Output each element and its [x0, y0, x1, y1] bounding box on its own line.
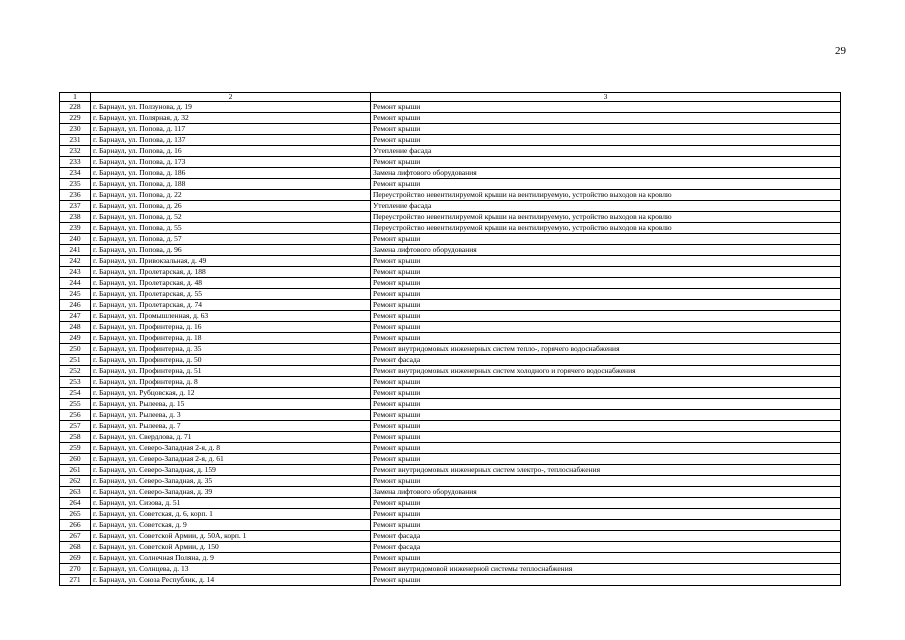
table-row [60, 135, 841, 146]
row-work-type: Ремонт фасада [371, 531, 841, 542]
row-work-type: Замена лифтового оборудования [371, 168, 841, 179]
row-work-type: Ремонт крыши [371, 388, 841, 399]
row-number: 249 [60, 333, 91, 344]
table-row [60, 256, 841, 267]
row-work-type: Ремонт крыши [371, 575, 841, 586]
row-number: 267 [60, 531, 91, 542]
row-address: г. Барнаул, ул. Пролетарская, д. 74 [91, 300, 371, 311]
row-number: 271 [60, 575, 91, 586]
row-address: г. Барнаул, ул. Пролетарская, д. 48 [91, 278, 371, 289]
row-address: г. Барнаул, ул. Солнечная Поляна, д. 9 [91, 553, 371, 564]
row-work-type: Ремонт крыши [371, 322, 841, 333]
table-row [60, 289, 841, 300]
row-number: 251 [60, 355, 91, 366]
row-work-type: Утепление фасада [371, 146, 841, 157]
table-row [60, 388, 841, 399]
row-number: 235 [60, 179, 91, 190]
row-number: 258 [60, 432, 91, 443]
row-address: г. Барнаул, ул. Пролетарская, д. 55 [91, 289, 371, 300]
row-number: 253 [60, 377, 91, 388]
row-number: 255 [60, 399, 91, 410]
row-address: г. Барнаул, ул. Попова, д. 52 [91, 212, 371, 223]
header-col-3: 3 [371, 93, 841, 102]
row-work-type: Утепление фасада [371, 201, 841, 212]
table-row [60, 278, 841, 289]
row-work-type: Ремонт крыши [371, 333, 841, 344]
row-address: г. Барнаул, ул. Попова, д. 57 [91, 234, 371, 245]
row-address: г. Барнаул, ул. Попова, д. 55 [91, 223, 371, 234]
table-row [60, 333, 841, 344]
table-row [60, 487, 841, 498]
row-work-type: Ремонт крыши [371, 102, 841, 113]
row-work-type: Ремонт крыши [371, 421, 841, 432]
row-address: г. Барнаул, ул. Попова, д. 173 [91, 157, 371, 168]
row-work-type: Ремонт крыши [371, 476, 841, 487]
row-work-type: Ремонт крыши [371, 553, 841, 564]
table-row [60, 355, 841, 366]
table-row [60, 102, 841, 113]
row-address: г. Барнаул, ул. Свердлова, д. 71 [91, 432, 371, 443]
row-work-type: Замена лифтового оборудования [371, 487, 841, 498]
header-row [60, 93, 841, 102]
row-number: 252 [60, 366, 91, 377]
row-number: 228 [60, 102, 91, 113]
row-address: г. Барнаул, ул. Профинтерна, д. 50 [91, 355, 371, 366]
row-address: г. Барнаул, ул. Северо-Западная 2-я, д. 61 [91, 454, 371, 465]
row-work-type: Ремонт крыши [371, 135, 841, 146]
row-work-type: Ремонт фасада [371, 542, 841, 553]
row-address: г. Барнаул, ул. Профинтерна, д. 18 [91, 333, 371, 344]
row-work-type: Переустройство невентилируемой крыши на вентилируемую, устройство выходов на кровлю [371, 212, 841, 223]
row-address: г. Барнаул, ул. Северо-Западная, д. 35 [91, 476, 371, 487]
row-work-type: Переустройство невентилируемой крыши на вентилируемую, устройство выходов на кровлю [371, 223, 841, 234]
row-address: г. Барнаул, ул. Ползунова, д. 19 [91, 102, 371, 113]
row-number: 264 [60, 498, 91, 509]
row-number: 245 [60, 289, 91, 300]
table-row [60, 168, 841, 179]
row-address: г. Барнаул, ул. Солнцева, д. 13 [91, 564, 371, 575]
row-address: г. Барнаул, ул. Рылеева, д. 7 [91, 421, 371, 432]
row-number: 261 [60, 465, 91, 476]
table-row [60, 465, 841, 476]
row-work-type: Ремонт крыши [371, 509, 841, 520]
table-row [60, 443, 841, 454]
row-work-type: Ремонт крыши [371, 443, 841, 454]
row-work-type: Ремонт крыши [371, 113, 841, 124]
row-number: 269 [60, 553, 91, 564]
row-work-type: Ремонт крыши [371, 289, 841, 300]
row-number: 248 [60, 322, 91, 333]
table-row [60, 498, 841, 509]
row-number: 263 [60, 487, 91, 498]
row-number: 242 [60, 256, 91, 267]
row-address: г. Барнаул, ул. Попова, д. 188 [91, 179, 371, 190]
row-address: г. Барнаул, ул. Попова, д. 137 [91, 135, 371, 146]
row-number: 250 [60, 344, 91, 355]
row-address: г. Барнаул, ул. Попова, д. 96 [91, 245, 371, 256]
row-address: г. Барнаул, ул. Северо-Западная, д. 159 [91, 465, 371, 476]
row-number: 238 [60, 212, 91, 223]
table-row [60, 311, 841, 322]
row-work-type: Ремонт внутридомовых инженерных систем тепло-, горячего водоснабжения [371, 344, 841, 355]
row-number: 266 [60, 520, 91, 531]
row-address: г. Барнаул, ул. Рылеева, д. 15 [91, 399, 371, 410]
row-address: г. Барнаул, ул. Полярная, д. 32 [91, 113, 371, 124]
row-work-type: Ремонт крыши [371, 234, 841, 245]
table-row [60, 509, 841, 520]
row-number: 240 [60, 234, 91, 245]
row-work-type: Ремонт крыши [371, 520, 841, 531]
table-row [60, 520, 841, 531]
table-row [60, 322, 841, 333]
table-row [60, 476, 841, 487]
row-work-type: Ремонт крыши [371, 267, 841, 278]
table-row [60, 366, 841, 377]
row-address: г. Барнаул, ул. Попова, д. 117 [91, 124, 371, 135]
row-number: 256 [60, 410, 91, 421]
table-row [60, 234, 841, 245]
table-header [60, 93, 841, 102]
row-address: г. Барнаул, ул. Рубцовская, д. 12 [91, 388, 371, 399]
row-address: г. Барнаул, ул. Профинтерна, д. 8 [91, 377, 371, 388]
row-number: 232 [60, 146, 91, 157]
row-work-type: Ремонт крыши [371, 256, 841, 267]
row-address: г. Барнаул, ул. Профинтерна, д. 51 [91, 366, 371, 377]
row-number: 230 [60, 124, 91, 135]
row-number: 243 [60, 267, 91, 278]
row-work-type: Замена лифтового оборудования [371, 245, 841, 256]
row-address: г. Барнаул, ул. Северо-Западная 2-я, д. 8 [91, 443, 371, 454]
row-work-type: Ремонт внутридомовых инженерных систем холодного и горячего водоснабжения [371, 366, 841, 377]
table-row [60, 223, 841, 234]
row-number: 236 [60, 190, 91, 201]
row-number: 229 [60, 113, 91, 124]
header-col-1: 1 [60, 93, 91, 102]
row-number: 241 [60, 245, 91, 256]
table-row [60, 421, 841, 432]
table-row [60, 124, 841, 135]
table-row [60, 113, 841, 124]
row-address: г. Барнаул, ул. Попова, д. 26 [91, 201, 371, 212]
row-number: 270 [60, 564, 91, 575]
table-row [60, 300, 841, 311]
table-row [60, 564, 841, 575]
row-number: 247 [60, 311, 91, 322]
row-number: 257 [60, 421, 91, 432]
row-address: г. Барнаул, ул. Советской Армии, д. 50А, корп. 1 [91, 531, 371, 542]
row-number: 246 [60, 300, 91, 311]
row-work-type: Ремонт крыши [371, 432, 841, 443]
page-number: 29 [835, 45, 846, 57]
row-work-type: Ремонт крыши [371, 377, 841, 388]
row-work-type: Ремонт крыши [371, 410, 841, 421]
row-work-type: Ремонт крыши [371, 124, 841, 135]
row-number: 259 [60, 443, 91, 454]
row-address: г. Барнаул, ул. Советская, д. 9 [91, 520, 371, 531]
row-number: 254 [60, 388, 91, 399]
table-row [60, 531, 841, 542]
row-address: г. Барнаул, ул. Привокзальная, д. 49 [91, 256, 371, 267]
row-address: г. Барнаул, ул. Профинтерна, д. 35 [91, 344, 371, 355]
table-row [60, 575, 841, 586]
table-row [60, 267, 841, 278]
row-number: 260 [60, 454, 91, 465]
header-col-2: 2 [91, 93, 371, 102]
row-work-type: Ремонт крыши [371, 399, 841, 410]
row-work-type: Ремонт крыши [371, 278, 841, 289]
row-number: 234 [60, 168, 91, 179]
row-address: г. Барнаул, ул. Советской Армии, д. 150 [91, 542, 371, 553]
row-number: 244 [60, 278, 91, 289]
row-number: 239 [60, 223, 91, 234]
table-row [60, 157, 841, 168]
table-row [60, 245, 841, 256]
row-address: г. Барнаул, ул. Попова, д. 22 [91, 190, 371, 201]
row-work-type: Ремонт крыши [371, 454, 841, 465]
table-row [60, 542, 841, 553]
table-row [60, 432, 841, 443]
row-address: г. Барнаул, ул. Попова, д. 186 [91, 168, 371, 179]
row-work-type: Ремонт крыши [371, 179, 841, 190]
table-row [60, 201, 841, 212]
row-number: 265 [60, 509, 91, 520]
row-work-type: Ремонт крыши [371, 311, 841, 322]
table-row [60, 146, 841, 157]
row-address: г. Барнаул, ул. Союза Республик, д. 14 [91, 575, 371, 586]
row-work-type: Ремонт крыши [371, 300, 841, 311]
row-number: 237 [60, 201, 91, 212]
table-row [60, 344, 841, 355]
row-address: г. Барнаул, ул. Рылеева, д. 3 [91, 410, 371, 421]
row-work-type: Ремонт крыши [371, 498, 841, 509]
row-address: г. Барнаул, ул. Сизова, д. 51 [91, 498, 371, 509]
row-number: 233 [60, 157, 91, 168]
row-number: 268 [60, 542, 91, 553]
row-address: г. Барнаул, ул. Профинтерна, д. 16 [91, 322, 371, 333]
table-row [60, 190, 841, 201]
row-address: г. Барнаул, ул. Попова, д. 16 [91, 146, 371, 157]
table-row [60, 553, 841, 564]
row-address: г. Барнаул, ул. Пролетарская, д. 188 [91, 267, 371, 278]
table-row [60, 410, 841, 421]
table-row [60, 399, 841, 410]
table-row [60, 377, 841, 388]
table-row [60, 212, 841, 223]
works-table [59, 92, 841, 586]
row-work-type: Ремонт фасада [371, 355, 841, 366]
row-work-type: Ремонт крыши [371, 157, 841, 168]
row-address: г. Барнаул, ул. Советская, д. 6, корп. 1 [91, 509, 371, 520]
row-work-type: Ремонт внутридомовых инженерных систем электро-, теплоснабжения [371, 465, 841, 476]
row-address: г. Барнаул, ул. Северо-Западная, д. 39 [91, 487, 371, 498]
row-address: г. Барнаул, ул. Промышленная, д. 63 [91, 311, 371, 322]
row-work-type: Переустройство невентилируемой крыши на вентилируемую, устройство выходов на кровлю [371, 190, 841, 201]
table-body [60, 102, 841, 586]
table-row [60, 179, 841, 190]
row-number: 262 [60, 476, 91, 487]
table-row [60, 454, 841, 465]
row-work-type: Ремонт внутридомовой инженерной системы теплоснабжения [371, 564, 841, 575]
row-number: 231 [60, 135, 91, 146]
